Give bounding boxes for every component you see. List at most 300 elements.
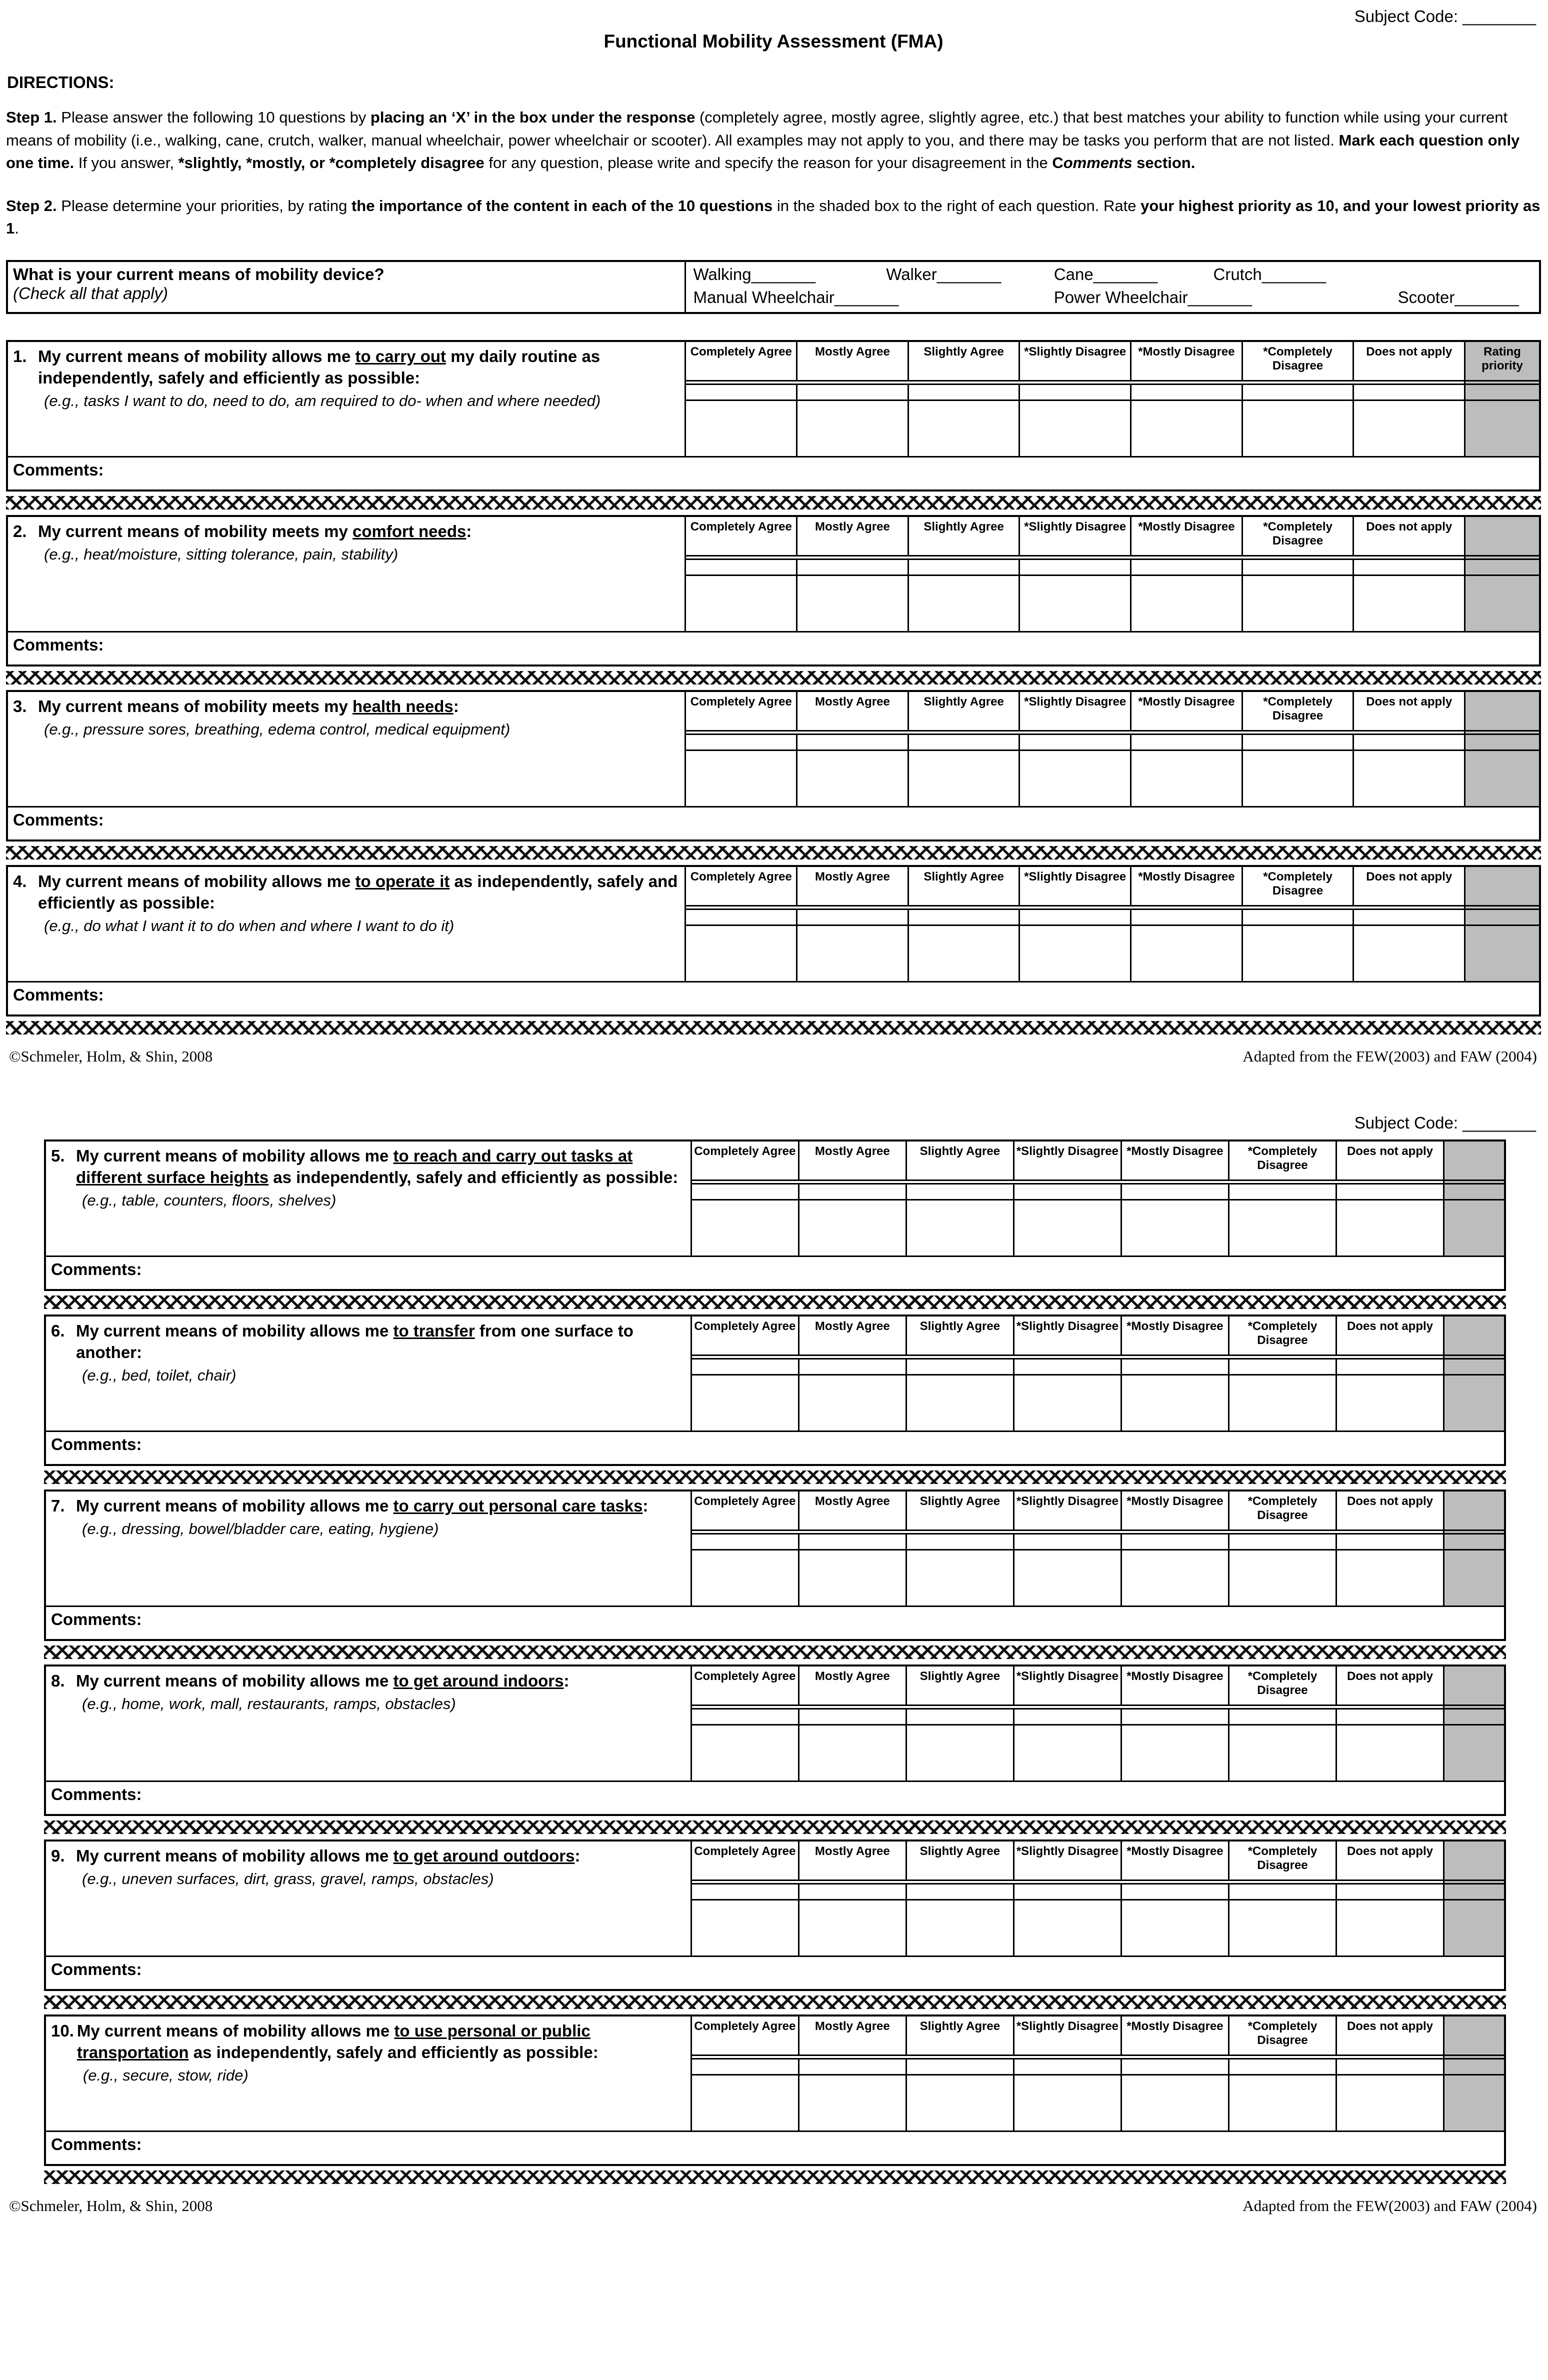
device-option-power-wheelchair[interactable]: Power Wheelchair_______ [1054, 288, 1252, 306]
answer-cell[interactable] [1020, 576, 1132, 631]
footer-adapted: Adapted from the FEW(2003) and FAW (2004) [1242, 2196, 1537, 2214]
response-columns [686, 517, 1464, 631]
rating-priority-cell[interactable] [1444, 1376, 1504, 1430]
answer-cell[interactable] [1122, 1200, 1230, 1256]
rating-spacer [1444, 1184, 1504, 1200]
rating-spacer [1444, 1884, 1504, 1900]
question-example: (e.g., pressure sores, breathing, edema control, medical equipment) [44, 720, 510, 738]
response-column-header: *Slightly Disagree [1014, 1842, 1122, 1880]
answer-cell[interactable] [1132, 576, 1243, 631]
answer-cell[interactable] [1122, 1376, 1230, 1430]
rating-priority-cell[interactable] [1444, 1726, 1504, 1780]
response-columns [692, 1666, 1443, 1780]
subject-code-field-page2[interactable]: Subject Code: ________ [1354, 1113, 1536, 1132]
response-columns [686, 342, 1464, 456]
answer-cell[interactable] [1132, 401, 1243, 456]
question-number: 10. [51, 2021, 74, 2040]
rating-spacer [1466, 560, 1539, 576]
answer-cell[interactable] [1354, 926, 1464, 981]
response-columns [692, 1842, 1443, 1956]
answer-cell[interactable] [1354, 751, 1464, 806]
rating-priority-column [1443, 1142, 1504, 1256]
answer-cell[interactable] [1337, 1200, 1443, 1256]
response-spacer-cell [1122, 1534, 1230, 1549]
rating-priority-header [1444, 1492, 1504, 1534]
question-block-6 [44, 1314, 1506, 1466]
response-column-header: *Mostly Disagree [1122, 2016, 1230, 2054]
answer-cell[interactable] [1230, 1200, 1337, 1256]
response-column-header: *Completely Disagree [1230, 1492, 1337, 1530]
rating-priority-column [1464, 342, 1539, 456]
response-columns [686, 867, 1464, 981]
answer-cell[interactable] [1354, 401, 1464, 456]
answer-cell[interactable] [1014, 1550, 1122, 1606]
comments-field[interactable] [8, 631, 1539, 664]
comments-field[interactable] [46, 1256, 1504, 1289]
answer-cell[interactable] [909, 401, 1020, 456]
rating-spacer [1444, 1534, 1504, 1550]
response-column-header: Does not apply [1366, 870, 1452, 884]
device-question-cell [8, 262, 686, 312]
question-title: My current means of mobility allows me to get around outdoors: [76, 1846, 580, 1865]
response-column-header: *Mostly Disagree [1132, 517, 1243, 555]
comments-field[interactable] [46, 1780, 1504, 1814]
response-spacer-cell [1014, 1534, 1122, 1549]
separator-zigzag [6, 671, 1541, 684]
response-spacer-cell [1337, 1360, 1443, 1374]
response-spacer-cell [686, 910, 798, 924]
response-spacer-cell [907, 2060, 1014, 2074]
response-column-header: Mostly Agree [800, 1316, 907, 1354]
response-spacer-cell [800, 2060, 907, 2074]
answer-cell[interactable] [1354, 576, 1464, 631]
response-column-header: Slightly Agree [907, 1666, 1014, 1704]
answer-cell[interactable] [692, 1200, 800, 1256]
response-spacer-cell [1020, 385, 1132, 400]
answer-cell[interactable] [1243, 926, 1354, 981]
answer-cell[interactable] [692, 1726, 800, 1780]
response-column-header: Completely Agree [686, 692, 798, 730]
comments-field[interactable] [46, 1430, 1504, 1464]
answer-cell[interactable] [692, 1550, 800, 1606]
response-spacer-cell [686, 560, 798, 574]
spacer [6, 314, 1541, 340]
response-column-header: Mostly Agree [800, 1492, 907, 1530]
response-spacer-cell [1337, 1710, 1443, 1724]
response-column-header: *Completely Disagree [1230, 1666, 1337, 1704]
answer-cell[interactable] [1337, 1550, 1443, 1606]
rating-priority-cell[interactable] [1444, 1900, 1504, 1956]
response-spacer-cell [1230, 1710, 1337, 1724]
answer-cell[interactable] [907, 1200, 1014, 1256]
response-spacer-cell [1354, 560, 1464, 574]
response-spacer-cell [907, 1884, 1014, 1899]
answer-cell[interactable] [1122, 1726, 1230, 1780]
response-spacer-cell [800, 1360, 907, 1374]
question-title: My current means of mobility allows me to use personal or public transportation as independently, safely and efficiently as possible: [76, 2021, 598, 2062]
answer-cell[interactable] [692, 1376, 800, 1430]
rating-priority-column [1464, 867, 1539, 981]
rating-priority-cell[interactable] [1444, 1200, 1504, 1256]
response-column-header: *Slightly Disagree [1014, 2016, 1122, 2054]
rating-priority-header: Rating priority [1466, 342, 1539, 385]
footer-copyright: ©Schmeler, Holm, & Shin, 2008 [9, 2196, 213, 2214]
question-cell [46, 1666, 692, 1780]
response-column-header: Slightly Agree [907, 1316, 1014, 1354]
response-spacer-cell [1122, 1360, 1230, 1374]
response-columns [692, 1142, 1443, 1256]
response-spacer-cell [909, 910, 1020, 924]
answer-cell[interactable] [1243, 751, 1354, 806]
separator-zigzag [44, 1296, 1506, 1309]
response-spacer-cell [1014, 1360, 1122, 1374]
rating-priority-header [1444, 1316, 1504, 1360]
answer-cell[interactable] [1014, 1200, 1122, 1256]
answer-cell[interactable] [1230, 1376, 1337, 1430]
response-column-header: *Completely Disagree [1243, 867, 1354, 905]
form-page-2 [0, 1078, 1548, 2228]
answer-cell[interactable] [1337, 2076, 1443, 2130]
answer-cell[interactable] [907, 1550, 1014, 1606]
answer-cell[interactable] [800, 2076, 907, 2130]
response-column-header: Mostly Agree [798, 342, 909, 380]
device-option-scooter[interactable]: Scooter_______ [1398, 288, 1519, 306]
question-number: 6. [51, 1321, 65, 1340]
response-columns [692, 2016, 1443, 2130]
rating-priority-cell[interactable] [1466, 926, 1539, 981]
question-block-7 [44, 1490, 1506, 1641]
response-spacer-cell [907, 1710, 1014, 1724]
question-number: 7. [51, 1496, 65, 1515]
response-column-header: Mostly Agree [798, 867, 909, 905]
question-cell [46, 1142, 692, 1256]
answer-cell[interactable] [1230, 1550, 1337, 1606]
response-column-header: *Mostly Disagree [1122, 1142, 1230, 1180]
question-block-10 [44, 2014, 1506, 2166]
answer-cell[interactable] [800, 1376, 907, 1430]
comments-field[interactable] [46, 2130, 1504, 2164]
answer-cell[interactable] [1122, 1550, 1230, 1606]
question-example: (e.g., table, counters, floors, shelves) [82, 1191, 336, 1209]
response-spacer-cell [1122, 2060, 1230, 2074]
question-cell [46, 1316, 692, 1430]
response-spacer-cell [800, 1884, 907, 1899]
answer-cell[interactable] [1014, 2076, 1122, 2130]
answer-cell[interactable] [692, 1900, 800, 1956]
answer-cell[interactable] [1243, 576, 1354, 631]
comments-field[interactable] [8, 456, 1539, 490]
question-cell [8, 867, 686, 981]
answer-cell[interactable] [1132, 751, 1243, 806]
separator-zigzag [44, 1996, 1506, 2009]
separator-zigzag [44, 1646, 1506, 1659]
question-number: 8. [51, 1671, 65, 1690]
answer-cell[interactable] [800, 1726, 907, 1780]
response-column-header: *Slightly Disagree [1020, 517, 1132, 555]
answer-cell[interactable] [907, 2076, 1014, 2130]
answer-cell[interactable] [800, 1550, 907, 1606]
response-column-header: *Mostly Disagree [1122, 1842, 1230, 1880]
answer-cell[interactable] [907, 1376, 1014, 1430]
response-spacer-cell [692, 1534, 800, 1549]
response-column-header: Completely Agree [692, 1842, 800, 1880]
rating-priority-header [1466, 692, 1539, 735]
response-spacer-cell [1230, 1360, 1337, 1374]
response-column-header: Mostly Agree [798, 692, 909, 730]
comments-label: Comments: [13, 810, 104, 829]
comments-field[interactable] [46, 1956, 1504, 1989]
response-columns [686, 692, 1464, 806]
rating-spacer [1466, 385, 1539, 401]
step2-paragraph: Step 2. Please determine your priorities, by rating the importance of the content in each of the 10 questions in the shaded box to the right of each question. Rate your highest priority as 10, and your lowest priority as 1. [6, 196, 1540, 238]
comments-label: Comments: [51, 1610, 142, 1628]
question-example: (e.g., dressing, bowel/bladder care, eating, hygiene) [82, 1520, 439, 1538]
comments-field[interactable] [8, 806, 1539, 840]
rating-priority-cell[interactable] [1466, 751, 1539, 806]
response-column-header: Does not apply [1366, 694, 1452, 708]
answer-cell[interactable] [909, 576, 1020, 631]
response-spacer-cell [798, 735, 909, 750]
device-option-walking[interactable]: Walking_______ [693, 264, 816, 284]
question-example: (e.g., do what I want it to do when and where I want to do it) [44, 916, 454, 934]
rating-priority-column [1464, 692, 1539, 806]
response-column-header: Mostly Agree [800, 1842, 907, 1880]
response-column-header: Slightly Agree [909, 692, 1020, 730]
device-option-manual-wheelchair[interactable]: Manual Wheelchair_______ [693, 288, 899, 306]
question-title: My current means of mobility allows me to operate it as independently, safely and efficiently as possible: [38, 872, 678, 912]
answer-cell[interactable] [1337, 1726, 1443, 1780]
response-column-header: *Slightly Disagree [1020, 692, 1132, 730]
answer-cell[interactable] [686, 576, 798, 631]
answer-cell[interactable] [1337, 1900, 1443, 1956]
response-column-header: Slightly Agree [907, 1842, 1014, 1880]
response-spacer-cell [907, 1360, 1014, 1374]
response-spacer-cell [1122, 1884, 1230, 1899]
question-number: 1. [13, 346, 27, 366]
response-column-header: *Mostly Disagree [1132, 342, 1243, 380]
response-column-header: *Slightly Disagree [1014, 1492, 1122, 1530]
rating-priority-header [1444, 1142, 1504, 1184]
question-example: (e.g., heat/moisture, sitting tolerance, pain, stability) [44, 545, 398, 563]
questions-5-10 [44, 1140, 1506, 2184]
response-column-header: Does not apply [1366, 344, 1452, 358]
rating-spacer [1444, 1360, 1504, 1376]
subject-code-field[interactable]: Subject Code: ________ [1354, 7, 1536, 26]
separator-zigzag [6, 496, 1541, 510]
response-spacer-cell [1132, 560, 1243, 574]
response-spacer-cell [1243, 560, 1354, 574]
question-number: 2. [13, 522, 27, 540]
rating-priority-cell[interactable] [1466, 401, 1539, 456]
answer-cell[interactable] [798, 576, 909, 631]
answer-cell[interactable] [907, 1726, 1014, 1780]
response-spacer-cell [692, 1184, 800, 1199]
response-column-header: Completely Agree [692, 1666, 800, 1704]
response-spacer-cell [1337, 1884, 1443, 1899]
answer-cell[interactable] [1122, 2076, 1230, 2130]
response-spacer-cell [1132, 385, 1243, 400]
comments-label: Comments: [51, 1784, 142, 1804]
response-column-header: *Completely Disagree [1230, 1842, 1337, 1880]
response-column-header: Does not apply [1366, 520, 1452, 534]
rating-priority-cell[interactable] [1444, 2076, 1504, 2130]
question-title: My current means of mobility allows me to carry out my daily routine as independently, safely and efficiently as possible: [38, 346, 600, 387]
response-spacer-cell [1020, 560, 1132, 574]
comments-label: Comments: [13, 985, 104, 1004]
question-title: My current means of mobility allows me to carry out personal care tasks: [76, 1496, 648, 1515]
question-cell [8, 692, 686, 806]
question-example: (e.g., bed, toilet, chair) [82, 1366, 236, 1384]
answer-cell[interactable] [1230, 1726, 1337, 1780]
answer-cell[interactable] [1230, 2076, 1337, 2130]
answer-cell[interactable] [798, 751, 909, 806]
comments-field[interactable] [8, 981, 1539, 1014]
comments-label: Comments: [13, 635, 104, 654]
question-cell [8, 342, 686, 456]
response-spacer-cell [1014, 1184, 1122, 1199]
response-spacer-cell [1337, 1534, 1443, 1549]
answer-cell[interactable] [1337, 1376, 1443, 1430]
question-block-9 [44, 1840, 1506, 1991]
question-number: 5. [51, 1146, 65, 1165]
question-title: My current means of mobility meets my comfort needs: [38, 522, 472, 540]
device-question: What is your current means of mobility device? [13, 264, 384, 284]
answer-cell[interactable] [798, 401, 909, 456]
response-column-header: Completely Agree [686, 867, 798, 905]
footer-adapted: Adapted from the FEW(2003) and FAW (2004) [1242, 1047, 1537, 1065]
response-spacer-cell [909, 385, 1020, 400]
rating-priority-header [1444, 1842, 1504, 1884]
question-cell [46, 1492, 692, 1606]
response-spacer-cell [800, 1184, 907, 1199]
answer-cell[interactable] [1014, 1726, 1122, 1780]
answer-cell[interactable] [1014, 1900, 1122, 1956]
answer-cell[interactable] [1230, 1900, 1337, 1956]
response-column-header: *Completely Disagree [1243, 692, 1354, 730]
response-spacer-cell [1230, 1884, 1337, 1899]
rating-priority-cell[interactable] [1444, 1550, 1504, 1606]
rating-priority-cell[interactable] [1466, 576, 1539, 631]
answer-cell[interactable] [1014, 1376, 1122, 1430]
response-column-header: Mostly Agree [800, 1666, 907, 1704]
response-spacer-cell [1122, 1710, 1230, 1724]
response-spacer-cell [1230, 2060, 1337, 2074]
rating-spacer [1444, 2060, 1504, 2076]
response-spacer-cell [1337, 1184, 1443, 1199]
response-spacer-cell [1132, 910, 1243, 924]
answer-cell[interactable] [909, 751, 1020, 806]
response-column-header: Does not apply [1346, 1494, 1433, 1508]
step1-paragraph: Step 1. Please answer the following 10 questions by placing an ‘X’ in the box under the response (completely agree, mostly agree, slightly agree, etc.) that best matches your ability to function while using your current means of mobility (i.e., walking, cane, crutch, walker, manual wheelchair, power wheelchair or scooter). All examples may not apply to you, and there may be tasks you perform that are not listed. Mark each question only one time. If you answer, *slightly, *mostly, or *completely disagree for any question, please write and specify the reason for your disagreement in the Comments section. [6, 108, 1520, 172]
response-spacer-cell [1020, 735, 1132, 750]
question-number: 9. [51, 1846, 65, 1865]
response-column-header: Slightly Agree [909, 342, 1020, 380]
rating-priority-header [1466, 867, 1539, 910]
answer-cell[interactable] [686, 401, 798, 456]
answer-cell[interactable] [1243, 401, 1354, 456]
rating-priority-column [1443, 1316, 1504, 1430]
rating-priority-header [1444, 1666, 1504, 1710]
answer-cell[interactable] [800, 1900, 907, 1956]
response-spacer-cell [686, 735, 798, 750]
device-option-crutch[interactable]: Crutch_______ [1213, 264, 1326, 284]
comments-label: Comments: [51, 1434, 142, 1454]
answer-cell[interactable] [800, 1200, 907, 1256]
separator-zigzag [6, 1021, 1541, 1034]
response-spacer-cell [907, 1184, 1014, 1199]
question-title: My current means of mobility allows me to reach and carry out tasks at different surface heights as independently, safely and efficiently as possible: [76, 1146, 678, 1186]
answer-cell[interactable] [1122, 1900, 1230, 1956]
response-column-header: *Slightly Disagree [1014, 1142, 1122, 1180]
response-column-header: *Completely Disagree [1243, 517, 1354, 555]
response-spacer-cell [1122, 1184, 1230, 1199]
response-spacer-cell [798, 910, 909, 924]
answer-cell[interactable] [909, 926, 1020, 981]
rating-priority-column [1443, 1842, 1504, 1956]
answer-cell[interactable] [798, 926, 909, 981]
response-spacer-cell [1014, 1884, 1122, 1899]
response-spacer-cell [909, 735, 1020, 750]
device-instruction: (Check all that apply) [13, 284, 168, 302]
comments-label: Comments: [51, 2134, 142, 2154]
response-column-header: Does not apply [1346, 1319, 1433, 1333]
response-spacer-cell [1354, 910, 1464, 924]
response-column-header: Mostly Agree [800, 1142, 907, 1180]
questions-1-4 [6, 340, 1541, 1034]
rating-priority-column [1443, 2016, 1504, 2130]
response-spacer-cell [692, 1710, 800, 1724]
question-example: (e.g., tasks I want to do, need to do, am required to do- when and where needed) [44, 392, 601, 410]
response-spacer-cell [1020, 910, 1132, 924]
response-spacer-cell [800, 1710, 907, 1724]
answer-cell[interactable] [686, 926, 798, 981]
response-spacer-cell [1354, 735, 1464, 750]
response-column-header: Mostly Agree [798, 517, 909, 555]
answer-cell[interactable] [907, 1900, 1014, 1956]
answer-cell[interactable] [1020, 751, 1132, 806]
separator-zigzag [44, 2170, 1506, 2184]
response-column-header: Does not apply [1346, 2019, 1433, 2033]
question-block-8 [44, 1664, 1506, 1816]
answer-cell[interactable] [692, 2076, 800, 2130]
question-block-1 [6, 340, 1541, 492]
device-option-cane[interactable]: Cane_______ [1054, 264, 1158, 284]
form-page-1 [0, 0, 1548, 1078]
response-column-header: Slightly Agree [909, 867, 1020, 905]
response-column-header: Slightly Agree [907, 2016, 1014, 2054]
response-column-header: *Slightly Disagree [1014, 1666, 1122, 1704]
rating-priority-header [1466, 517, 1539, 560]
comments-field[interactable] [46, 1606, 1504, 1639]
response-column-header: Slightly Agree [907, 1492, 1014, 1530]
response-spacer-cell [692, 2060, 800, 2074]
device-option-walker[interactable]: Walker_______ [886, 264, 1002, 284]
page-title: Functional Mobility Assessment (FMA) [604, 31, 944, 52]
page2-footer [9, 2197, 1537, 2228]
response-column-header: Completely Agree [692, 1316, 800, 1354]
answer-cell[interactable] [686, 751, 798, 806]
response-column-header: *Completely Disagree [1230, 2016, 1337, 2054]
answer-cell[interactable] [1020, 926, 1132, 981]
comments-label: Comments: [13, 460, 104, 479]
response-spacer-cell [686, 385, 798, 400]
response-spacer-cell [1243, 385, 1354, 400]
answer-cell[interactable] [1132, 926, 1243, 981]
response-columns [692, 1492, 1443, 1606]
response-spacer-cell [692, 1360, 800, 1374]
answer-cell[interactable] [1020, 401, 1132, 456]
response-spacer-cell [1014, 2060, 1122, 2074]
